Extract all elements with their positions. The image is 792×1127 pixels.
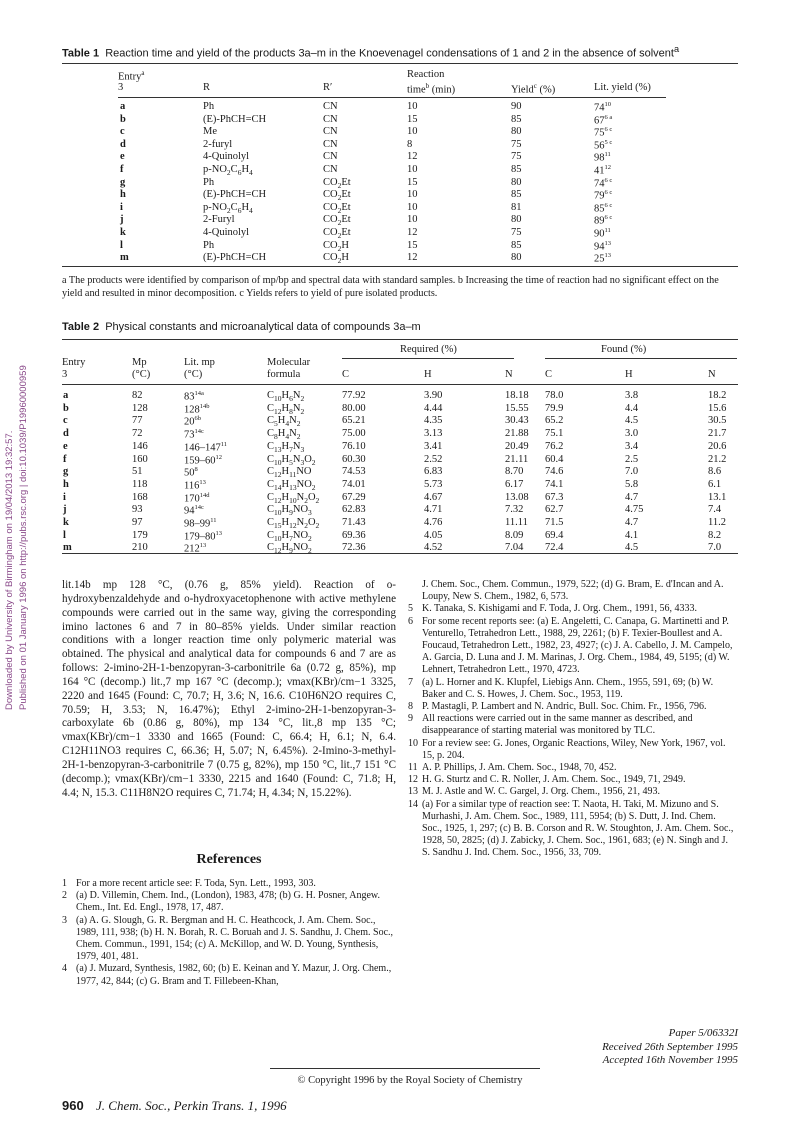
t2-req-c: 72.36: [342, 542, 366, 554]
t1-time: 10: [407, 164, 418, 175]
t1-r: $p-NO_2C_6H_4$: [203, 164, 253, 178]
table1-bottom-rule: [62, 266, 738, 267]
t2-formula: $C_{10}H_9NO_3$: [267, 504, 312, 518]
t2-found-n: 15.6: [708, 402, 727, 414]
t2-formula: $C_{10}H_6N_2$: [267, 390, 305, 404]
t2-litmp: $179-80^{13}$: [184, 529, 222, 543]
accepted-date: Accepted 16th November 1995: [602, 1054, 738, 1066]
t2-litmp: $73^{14c}$: [184, 428, 204, 441]
t1-lit: $56^{5 c}$: [594, 138, 613, 152]
t2-hdr-fh: H: [625, 369, 633, 380]
t1-entry: e: [120, 151, 125, 163]
t2-litmp: $170^{14d}$: [184, 491, 210, 505]
t2-entry: f: [63, 453, 67, 465]
t2-found-n: 11.2: [708, 517, 726, 528]
t1-entry: j: [120, 214, 124, 226]
t2-req-n: 6.17: [505, 478, 524, 490]
t2-req-c: 62.83: [342, 504, 366, 516]
t2-found-n: 6.1: [708, 478, 722, 490]
t1-entry: d: [120, 138, 126, 150]
t2-litmp: $128^{14b}$: [184, 402, 210, 416]
table2-caption: [62, 321, 742, 333]
t1-yield: 80: [511, 214, 522, 226]
t1-hdr-r: R: [203, 82, 211, 93]
table1-caption: Table 1 Reaction time and yield of the products 3a–m in the Knoevenagel condensations of 1 and 2 in the absence of solvent$^a$: [62, 44, 680, 60]
reference-item: 10 For a review see: G. Jones, Organic Reactions, Wiley, New York, 1967, vol. 15, p. 204.: [408, 737, 726, 761]
t1-yield: 81: [511, 201, 522, 213]
t1-time: 8: [407, 138, 413, 150]
t1-rprime: $CO_2H$: [323, 252, 349, 266]
reference-item: 13 M. J. Astle and W. C. Gargel, J. Org. Chem., 1956, 21, 493.: [408, 786, 660, 798]
t2-found-h: 4.4: [625, 402, 639, 414]
t1-hdr-yield: Yield$^c$ (%): [511, 82, 556, 96]
copyright-notice: © Copyright 1996 by the Royal Society of Chemistry: [297, 1075, 523, 1086]
t2-hdr-mp: Mp: [132, 357, 147, 368]
t2-found-c: 74.6: [545, 466, 564, 478]
references-title: References: [196, 852, 262, 867]
t2-mp: 72: [132, 428, 143, 440]
t2-entry: l: [63, 529, 66, 541]
t2-found-n: 8.2: [708, 529, 722, 541]
t1-hdr-time2: time$^b$ (min): [407, 82, 456, 96]
t2-hdr-rc: C: [342, 369, 350, 380]
t2-req-c: 67.29: [342, 491, 366, 503]
t1-lit: $90^{11}$: [594, 227, 611, 240]
t2-req-h: 4.52: [424, 542, 443, 554]
t2-found-n: 7.0: [708, 542, 722, 554]
t1-time: 10: [407, 126, 418, 138]
t2-entry: i: [63, 491, 66, 503]
published-line: Published on 01 January 1996 on http://pubs.rsc.org | doi:10.1039/P19960000959: [18, 365, 29, 710]
t2-found-c: 74.1: [545, 478, 564, 490]
t2-req-h: 4.71: [424, 504, 443, 516]
t1-rprime: CN: [323, 101, 338, 112]
t2-found-h: 4.7: [625, 517, 639, 528]
t2-hdr-fn: N: [708, 369, 716, 380]
t2-hdr-formula2: formula: [267, 369, 301, 380]
t1-rprime: $CO_2Et$: [323, 189, 351, 203]
t2-found-n: 8.6: [708, 466, 722, 478]
t2-found-c: 60.4: [545, 453, 564, 465]
t2-req-n: 7.32: [505, 504, 524, 516]
download-line: Downloaded by University of Birmingham on 19/04/2013 19:32:57.: [4, 430, 15, 710]
t2-entry: m: [63, 542, 72, 554]
t2-req-n: 11.11: [505, 517, 528, 528]
t2-litmp: $50^8$: [184, 466, 198, 479]
t1-yield: 80: [511, 252, 522, 264]
table2-label: Table 2: [62, 321, 100, 333]
t2-req-c: 69.36: [342, 529, 366, 541]
t2-hdr-entry: Entry: [62, 357, 86, 368]
t1-lit: $25^{13}$: [594, 252, 611, 265]
t1-yield: 85: [511, 164, 522, 175]
t2-found-h: 3.8: [625, 390, 639, 401]
t2-formula: $C_{13}H_7N_3$: [267, 440, 305, 454]
t2-found-n: 21.7: [708, 428, 727, 440]
reference-item: 3 (a) A. G. Slough, G. R. Bergman and H. C. Heathcock, J. Am. Chem. Soc., 1989, 111, 938; (b) H. N. Borah, R. C. Boruah and J. S. Sandhu, J. Chem. Soc., Chem. Commun., 1991, 154; (c) A. McKillop, and W. D. Young, Synthesis, 1979, 401, 481.: [62, 914, 394, 963]
t1-rprime: CN: [323, 151, 338, 163]
t1-hdr-time1: Reaction: [407, 69, 445, 80]
table2-caption-text: Physical constants and microanalytical data of compounds 3a–m: [105, 321, 421, 333]
reference-item: 7 (a) L. Horner and K. Klupfel, Liebigs Ann. Chem., 1955, 591, 69; (b) W. Baker and C. S. Howes, J. Chem. Soc., 1953, 119.: [408, 676, 714, 700]
reference-item: 8 P. Mastagli, P. Lambert and N. Andric, Bull. Soc. Chim. Fr., 1956, 796.: [408, 701, 707, 713]
reference-item: 2 (a) D. Villemin, Chem. Ind., (London), 1983, 478; (b) G. H. Posner, Angew. Chem., Int. Ed. Engl., 1978, 17, 487.: [62, 890, 380, 914]
t1-yield: 75: [511, 151, 522, 163]
t1-time: 15: [407, 113, 418, 125]
paper-info: [478, 1027, 738, 1068]
t2-hdr-fc: C: [545, 369, 553, 380]
t1-r: 4-Quinolyl: [203, 151, 250, 163]
t1-yield: 85: [511, 113, 522, 125]
t2-found-c: 75.1: [545, 428, 564, 440]
t1-yield: 90: [511, 101, 522, 112]
t1-rprime: $CO_2H$: [323, 239, 349, 253]
t2-required-rule: [342, 358, 514, 359]
t2-hdr-mp-unit: (°C): [132, 369, 151, 380]
reference-item: 4 (a) J. Muzard, Synthesis, 1982, 60; (b) E. Keinan and Y. Mazur, J. Org. Chem., 1977, 42, 844; (c) G. Bram and T. Fillebeen-Khan,: [62, 963, 392, 987]
reference-item: 14 (a) For a similar type of reaction see: T. Naota, H. Taki, M. Mizuno and S. Murhashi, J. Am. Chem. Soc., 1989, 111, 5954; (b) S. Dutt, J. Ind. Chem. Soc., 1925, 1, 297; (c) B. B. Corson and R. W. Stoughton, J. Am. Chem. Soc., 1928, 50, 2825; (d) J. Zabicky, J. Chem. Soc., 1961, 683; (e) N. Singh and J. S. Sandhu J. Ind. Chem. Soc., 1956, 33, 709.: [408, 798, 734, 859]
t2-found-h: 3.4: [625, 440, 639, 452]
t2-hdr-rh: H: [424, 369, 432, 380]
t2-found-n: 20.6: [708, 440, 727, 452]
t2-found-h: 3.0: [625, 428, 639, 440]
t2-req-h: 5.73: [424, 478, 443, 490]
t2-formula: $C_{12}H_8N_2$: [267, 402, 305, 416]
t1-r: Me: [203, 126, 217, 138]
t1-lit: $67^{6 a}$: [594, 113, 613, 127]
t1-hdr-entry: Entry$^a$: [118, 69, 145, 83]
t2-req-n: 21.11: [505, 453, 529, 465]
t2-hdr-rn: N: [505, 369, 513, 380]
table1-top-rule: [62, 63, 738, 64]
t1-lit: $79^{6 c}$: [594, 189, 613, 202]
reference-item: 11 A. P. Phillips, J. Am. Chem. Soc., 1948, 70, 452.: [408, 762, 617, 774]
t2-formula: $C_{10}H_7NO_2$: [267, 529, 312, 543]
t2-mp: 210: [132, 542, 148, 554]
t1-rprime: $CO_2Et$: [323, 214, 351, 228]
t2-mp: 179: [132, 529, 148, 541]
t1-time: 10: [407, 201, 418, 213]
t1-rprime: CN: [323, 113, 338, 125]
t1-rprime: $CO_2Et$: [323, 227, 351, 241]
t2-entry: k: [63, 517, 69, 528]
t2-mp: 97: [132, 517, 143, 528]
t1-lit: $75^{6 c}$: [594, 126, 613, 139]
t2-hdr-formula1: Molecular: [267, 357, 311, 368]
t2-found-h: 7.0: [625, 466, 639, 478]
t2-formula: $C_8H_4N_2$: [267, 428, 301, 442]
t1-lit: $85^{6 c}$: [594, 201, 613, 215]
reference-item: 5 K. Tanaka, S. Kishigami and F. Toda, J. Org. Chem., 1991, 56, 4333.: [408, 603, 698, 615]
t1-r: (E)-PhCH=CH: [203, 252, 267, 264]
t2-found-n: 18.2: [708, 390, 727, 401]
t2-req-h: 4.76: [424, 517, 443, 528]
t1-rprime: $CO_2Et$: [323, 176, 351, 190]
t2-entry: c: [63, 415, 68, 427]
t1-lit: $74^{10}$: [594, 101, 611, 114]
t2-req-h: 4.05: [424, 529, 443, 541]
table2-bottom-rule: [62, 553, 738, 554]
t2-req-h: 3.41: [424, 440, 443, 452]
t2-req-c: 74.53: [342, 466, 366, 478]
t2-mp: 77: [132, 415, 143, 427]
t1-time: 10: [407, 101, 418, 112]
t1-lit: $89^{6 c}$: [594, 214, 613, 227]
t2-mp: 128: [132, 402, 148, 414]
t2-found-n: 7.4: [708, 504, 722, 516]
t2-found-n: 13.1: [708, 491, 727, 503]
t2-entry: h: [63, 478, 69, 490]
t2-req-c: 74.01: [342, 478, 366, 490]
t1-entry: a: [120, 101, 126, 112]
table1-head-rule: [118, 97, 666, 98]
t2-litmp: $146-147^{11}$: [184, 440, 228, 454]
t2-found-h: 4.75: [625, 504, 644, 516]
t2-formula: $C_{12}H_9NO_2$: [267, 542, 312, 556]
t1-entry: f: [120, 164, 124, 175]
table1-caption-text: Reaction time and yield of the products 3a–m in the Knoevenagel condensations of 1 and 2 in the absence of solvent: [105, 47, 674, 60]
t2-entry: d: [63, 428, 69, 440]
t2-found-c: 72.4: [545, 542, 564, 554]
t1-entry: m: [120, 252, 129, 264]
t1-time: 10: [407, 214, 418, 226]
t1-r: Ph: [203, 101, 215, 112]
t2-found-h: 5.8: [625, 478, 639, 490]
t2-req-c: 65.21: [342, 415, 366, 427]
t1-yield: 85: [511, 239, 522, 251]
t2-found-h: 4.1: [625, 529, 639, 541]
t2-req-h: 4.67: [424, 491, 443, 503]
download-watermark: [4, 290, 40, 710]
t2-entry: e: [63, 440, 68, 452]
t2-mp: 118: [132, 478, 148, 490]
t2-found-rule: [545, 358, 737, 359]
t2-req-h: 2.52: [424, 453, 443, 465]
t2-req-h: 4.35: [424, 415, 443, 427]
t2-litmp: $94^{14c}$: [184, 504, 204, 517]
t2-req-c: 77.92: [342, 390, 366, 401]
t2-found-c: 78.0: [545, 390, 564, 401]
t2-formula: $C_5H_4N_2$: [267, 415, 301, 429]
t1-r: Ph: [203, 239, 215, 251]
t1-r: (E)-PhCH=CH: [203, 189, 267, 201]
t2-req-n: 15.55: [505, 402, 529, 414]
t2-entry: j: [63, 504, 67, 516]
t2-litmp: $212^{13}$: [184, 542, 207, 555]
t2-req-h: 3.90: [424, 390, 443, 401]
t1-yield: 75: [511, 138, 522, 150]
t1-entry: b: [120, 113, 126, 125]
t2-litmp: $98-99^{11}$: [184, 517, 217, 530]
t1-lit: $98^{11}$: [594, 151, 611, 164]
t2-req-c: 75.00: [342, 428, 366, 440]
t2-found-c: 65.2: [545, 415, 564, 427]
t1-time: 12: [407, 227, 418, 238]
t1-entry: g: [120, 176, 126, 188]
t2-formula: $C_{12}H_{11}NO$: [267, 466, 312, 480]
t2-found-n: 30.5: [708, 415, 727, 427]
t2-litmp: $159-60^{12}$: [184, 453, 222, 466]
t2-formula: $C_{15}H_{12}N_2O_2$: [267, 517, 320, 531]
t2-litmp: $116^{13}$: [184, 478, 206, 492]
copyright-rule: [270, 1068, 540, 1069]
t2-found-c: 71.5: [545, 517, 564, 528]
t2-formula: $C_{14}H_{13}NO_2$: [267, 478, 316, 492]
t2-found-h: 4.5: [625, 542, 639, 554]
t2-found-h: 4.5: [625, 415, 639, 427]
t2-req-n: 20.49: [505, 440, 529, 452]
t1-yield: 75: [511, 227, 522, 238]
page-number: 960: [62, 1098, 84, 1113]
t2-found-h: 4.7: [625, 491, 639, 503]
t1-entry: i: [120, 201, 123, 213]
t1-hdr-entry-num: 3: [118, 82, 124, 93]
t1-time: 10: [407, 189, 418, 201]
references-right-column: [408, 579, 738, 860]
t2-mp: 146: [132, 440, 148, 452]
t2-req-h: 4.44: [424, 402, 443, 414]
t2-found-c: 76.2: [545, 440, 564, 452]
t1-r: Ph: [203, 176, 215, 188]
t2-req-c: 80.00: [342, 402, 366, 414]
t2-mp: 93: [132, 504, 143, 516]
reference-item: 12 H. G. Sturtz and C. R. Noller, J. Am. Chem. Soc., 1949, 71, 2949.: [408, 774, 686, 786]
t1-entry: l: [120, 239, 123, 251]
t2-found-n: 21.2: [708, 453, 727, 465]
t2-req-c: 76.10: [342, 440, 366, 452]
t1-r: $p-NO_2C_6H_4$: [203, 201, 253, 215]
t1-yield: 80: [511, 126, 522, 138]
t2-litmp: $20^{6b}$: [184, 415, 201, 428]
t2-entry: g: [63, 466, 69, 478]
t2-req-n: 8.70: [505, 466, 524, 478]
t2-found-h: 2.5: [625, 453, 639, 465]
t2-req-c: 71.43: [342, 517, 366, 528]
t1-lit: $41^{12}$: [594, 164, 611, 177]
t2-req-n: 8.09: [505, 529, 524, 541]
t1-lit: $94^{13}$: [594, 239, 611, 253]
reference-item: 9 All reactions were carried out in the same manner as described, and disappearance of starting material was monitored by TLC.: [408, 713, 693, 737]
t1-rprime: CN: [323, 164, 338, 175]
t2-req-n: 7.04: [505, 542, 524, 554]
t1-yield: 85: [511, 189, 522, 201]
t2-hdr-required: Required (%): [400, 344, 457, 355]
t2-litmp: $83^{14a}$: [184, 390, 204, 403]
t2-mp: 51: [132, 466, 143, 478]
t1-yield: 80: [511, 176, 522, 188]
t1-hdr-rprime: R′: [323, 82, 333, 93]
body-paragraph: lit.14b mp 128 °C, (0.76 g, 85% yield). Reaction of o-hydroxybenzaldehyde and o-hydroxyacetophenone with active methylene compounds were carried out in the same way, giving the corresponding imino lactones 6 and 7 in 80–85% yields. Under similar reaction conditions with a longer reaction time only polymeric material was obtained. The physical and analytical data for compounds 6 and 7 are as follows: 2-imino-2H-1-benzopyran-3-carbonitrile 6a (0.72 g, 85%), mp 164 °C (decomp.) lit.,7 mp 167 °C (decomp.); νmax(KBr)/cm−1 3325, 2220 and 1645 (Found: C, 70.7; H, 3.6; N, 16.6. C10H6N2O requires C, 70.59; H, 3.53; N, 16.47%); Ethyl 2-imino-2H-1-benzopyran-3-carboxylate 6b (0.86 g, 80%), mp 134 °C, lit.,8 mp 135 °C; νmax(KBr)/cm−1 3330 and 1665 (Found: C, 66.4; H, 6.1; N, 6.4. C12H11NO3 requires C, 66.36; H, 5.07; N, 6.45%). 2-Imino-3-methyl-2H-1-benzopyran-3-carbonitrile 7 (0.75 g, 82%), mp 150 °C, lit.,7 151 °C (decomp.); νmax(KBr)/cm−1 3330, 2215 and 1640 (Found: C, 71.8; H, 4.4; N, 15.3. C11H8N2O requires C, 71.74; H, 4.34; N, 15.22%).: [62, 579, 396, 799]
t1-hdr-lit: Lit. yield (%): [594, 82, 651, 93]
t1-r: (E)-PhCH=CH: [203, 113, 267, 125]
t1-entry: c: [120, 126, 125, 138]
t1-entry: k: [120, 227, 126, 238]
t1-rprime: CN: [323, 126, 338, 138]
t2-found-c: 69.4: [545, 529, 564, 541]
t2-hdr-entry-num: 3: [62, 369, 68, 380]
t1-entry: h: [120, 189, 126, 201]
reference-item: 1 For a more recent article see: F. Toda, Syn. Lett., 1993, 303.: [62, 878, 316, 889]
journal-name: J. Chem. Soc., Perkin Trans. 1, 1996: [96, 1098, 287, 1113]
table2-head-rule: [62, 384, 738, 385]
t1-r: 4-Quinolyl: [203, 227, 250, 238]
t1-rprime: $CO_2Et$: [323, 201, 351, 215]
t2-req-n: 21.88: [505, 428, 529, 440]
t2-req-h: 3.13: [424, 428, 443, 440]
table1-label: Table 1: [62, 47, 100, 60]
t2-found-c: 79.9: [545, 402, 564, 414]
t2-hdr-litmp-unit: (°C): [184, 369, 203, 380]
references-left-column: [62, 878, 396, 988]
t2-found-c: 67.3: [545, 491, 564, 503]
t1-time: 15: [407, 176, 418, 188]
t2-mp: 168: [132, 491, 148, 503]
t2-mp: 160: [132, 453, 148, 465]
table1-footnote: a The products were identified by comparison of mp/bp and spectral data with standard samples. b Increasing the time of reaction had no significant effect on the yield and resulted in minor decomposition. c Yields refers to yield of pure isolated products.: [62, 275, 719, 299]
paper-number: Paper 5/06332I: [668, 1027, 738, 1039]
t2-req-n: 13.08: [505, 491, 529, 503]
t2-entry: a: [63, 390, 69, 401]
t2-req-h: 6.83: [424, 466, 443, 478]
table2-top-rule: [62, 339, 738, 340]
t2-req-n: 18.18: [505, 390, 529, 401]
t2-hdr-litmp: Lit. mp: [184, 357, 215, 368]
t2-mp: 82: [132, 390, 143, 401]
t2-req-n: 30.43: [505, 415, 529, 427]
t2-formula: $C_{12}H_{10}N_2O_2$: [267, 491, 320, 505]
t1-time: 15: [407, 239, 418, 251]
t1-lit: $74^{6 c}$: [594, 176, 613, 190]
t1-r: 2-furyl: [203, 138, 233, 150]
t1-rprime: CN: [323, 138, 338, 150]
t2-found-c: 62.7: [545, 504, 564, 516]
t1-time: 12: [407, 151, 418, 163]
t2-entry: b: [63, 402, 69, 414]
t2-req-c: 60.30: [342, 453, 366, 465]
received-date: Received 26th September 1995: [602, 1040, 738, 1053]
t2-hdr-found: Found (%): [601, 344, 647, 355]
reference-item: J. Chem. Soc., Chem. Commun., 1979, 522; (d) G. Bram, E. d'Incan and A. Loupy, New S. Chem., 1982, 6, 573.: [422, 579, 724, 603]
t1-r: 2-Furyl: [203, 214, 235, 226]
t2-formula: $C_{10}H_5N_3O_2$: [267, 453, 316, 467]
t1-time: 12: [407, 252, 418, 264]
reference-item: 6 For some recent reports see: (a) E. Angeletti, C. Canapa, G. Martinetti and P. Venturello, Tetrahedron Lett., 1988, 29, 2261; (b) F. Texier-Boullest and A. Foucaud, Tetrahedron Lett., 1982, 23, 4927; (c) J. A. Cabello, J. M. Campelo, A. Garcia, D. Luna and J. M. Marinas, J. Org. Chem., 1984, 49, 5195; (d) W. Lehnert, Tetrahedron Lett., 1970, 4723.: [408, 615, 733, 676]
